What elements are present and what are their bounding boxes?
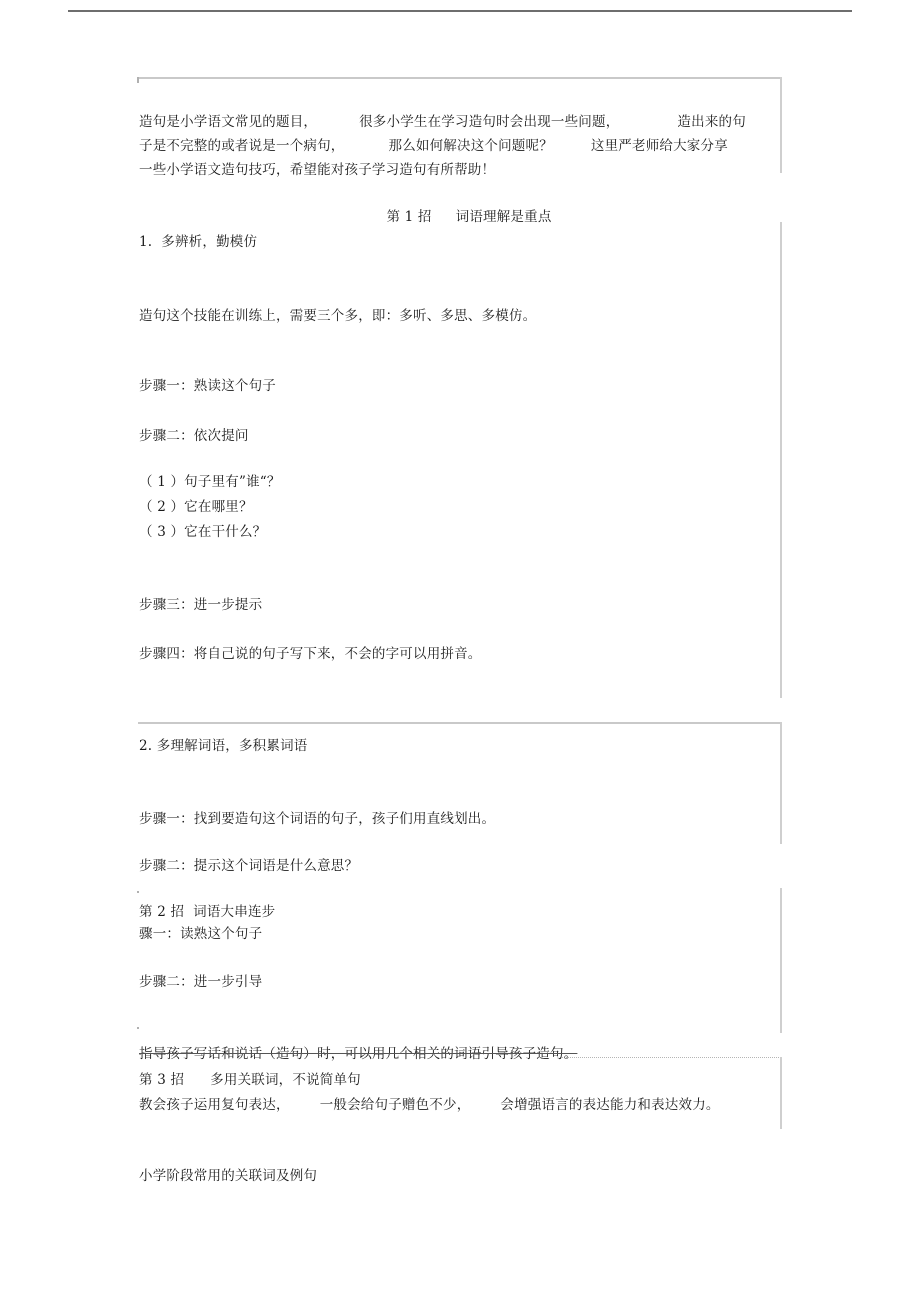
sub-1-step-1: 步骤一：熟读这个句子 — [139, 378, 276, 394]
heading-title: 词语理解是重点 — [455, 209, 552, 225]
section-2-step-2: 步骤二：进一步引导 — [139, 974, 263, 990]
frame-right-line-2 — [780, 222, 782, 698]
sub-2-step-1: 步骤一：找到要造句这个词语的句子，孩子们用直线划出。 — [139, 811, 496, 827]
frame-right-line-1 — [780, 77, 782, 173]
heading-title: 多用关联词，不说简单句 — [210, 1072, 361, 1088]
question-item: （ 3 ）它在干什么？ — [139, 524, 267, 540]
frame-right-line-3 — [780, 722, 782, 844]
frame-corner-mark — [137, 77, 139, 83]
sub-2-step-2: 步骤二：提示这个词语是什么意思？ — [139, 858, 359, 874]
section-3-body — [139, 1096, 720, 1114]
body-text: 会增强语言的表达能力和表达效力。 — [500, 1097, 720, 1113]
intro-text: 这里严老师给大家分享 — [590, 138, 728, 154]
frame-right-line-4 — [780, 888, 782, 1033]
intro-text: 子是不完整的或者说是一个病句， — [139, 138, 345, 154]
frame-top-line-1 — [138, 77, 781, 79]
sub-1-body: 造句这个技能在训练上，需要三个多，即：多听、多思、多模仿。 — [139, 308, 537, 324]
intro-line-1 — [139, 113, 746, 131]
body-text: 一般会给句子赠色不少， — [319, 1097, 471, 1113]
sub-2-title: 2. 多理解词语，多积累词语 — [139, 738, 308, 754]
frame-mark-small — [137, 891, 139, 893]
sub-1-step-4: 步骤四：将自己说的句子写下来，不会的字可以用拼音。 — [139, 646, 482, 662]
frame-right-line-5 — [780, 1057, 782, 1129]
section-3-footer: 小学阶段常用的关联词及例句 — [139, 1168, 318, 1184]
section-1-heading — [0, 208, 920, 226]
page-top-rule — [68, 10, 852, 12]
body-text: 教会孩子运用复句表达， — [139, 1097, 290, 1113]
intro-text: 那么如何解决这个问题呢？ — [388, 138, 553, 154]
section-2-heading: 第 2 招 词语大串连步 — [139, 904, 276, 920]
question-item: （ 2 ）它在哪里？ — [139, 499, 253, 515]
section-2-step-1: 骤一：读熟这个句子 — [139, 926, 263, 942]
intro-text: 造出来的句 — [677, 114, 746, 130]
frame-mark-small — [137, 1027, 139, 1029]
question-item: （ 1 ）句子里有”谁“？ — [139, 474, 281, 490]
intro-line-3: 一些小学语文造句技巧，希望能对孩子学习造句有所帮助！ — [139, 162, 496, 178]
intro-text: 很多小学生在学习造句时会出现一些问题， — [359, 114, 620, 130]
section-3-heading — [139, 1071, 361, 1089]
intro-text: 造句是小学语文常见的题目， — [139, 114, 318, 130]
frame-top-line-2 — [138, 722, 781, 724]
sub-1-title: 1. 多辨析，勤模仿 — [139, 234, 258, 250]
section-2-body: 指导孩子写话和说话（造句）时，可以用几个相关的词语引导孩子造句。 — [139, 1046, 578, 1062]
sub-1-step-3: 步骤三：进一步提示 — [139, 597, 263, 613]
heading-number: 第 1 招 — [386, 209, 432, 225]
frame-top-line-3 — [560, 1057, 781, 1058]
intro-line-2 — [139, 137, 728, 155]
heading-number: 第 3 招 — [139, 1072, 185, 1088]
sub-1-step-2: 步骤二：依次提问 — [139, 428, 249, 444]
